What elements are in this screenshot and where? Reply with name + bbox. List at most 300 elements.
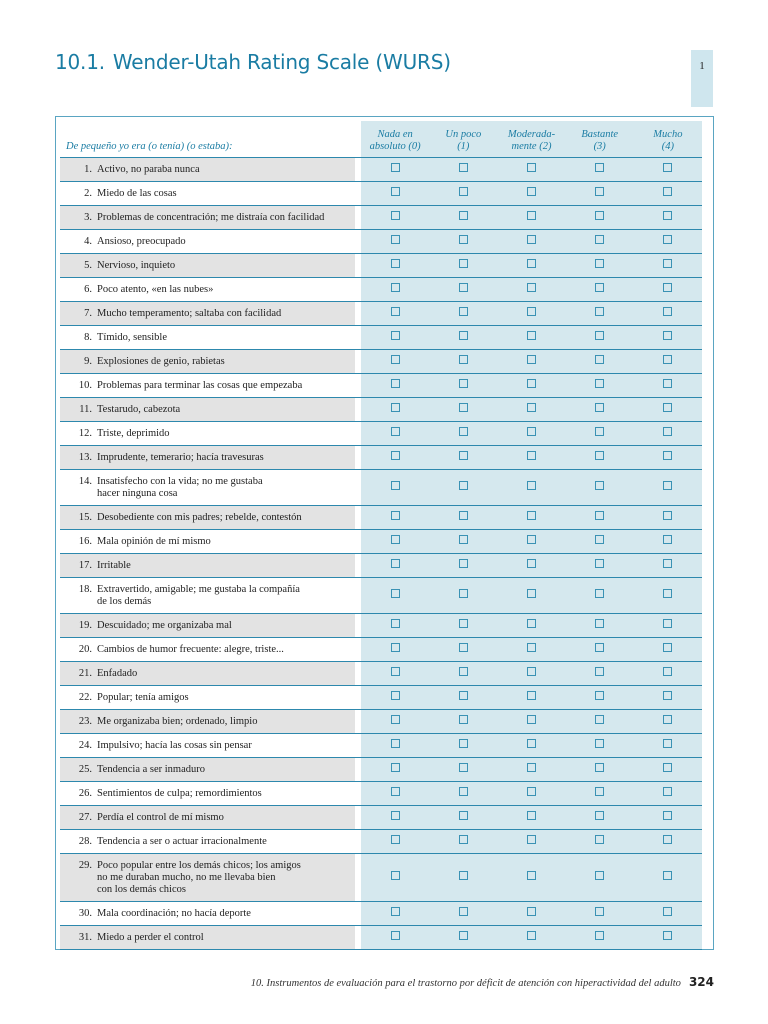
rating-checkbox[interactable] bbox=[391, 355, 400, 364]
rating-cell bbox=[566, 830, 634, 854]
rating-cell bbox=[634, 554, 702, 578]
table-row bbox=[60, 422, 702, 446]
rating-checkbox[interactable] bbox=[527, 871, 536, 880]
rating-checkbox[interactable] bbox=[663, 451, 672, 460]
item-text: Tendencia a ser inmaduro bbox=[97, 763, 206, 775]
rating-cell bbox=[566, 902, 634, 926]
rating-checkbox[interactable] bbox=[459, 835, 468, 844]
rating-checkbox[interactable] bbox=[391, 283, 400, 292]
rating-checkbox[interactable] bbox=[663, 307, 672, 316]
rating-checkbox[interactable] bbox=[527, 763, 536, 772]
rating-checkbox[interactable] bbox=[595, 403, 604, 412]
rating-cell bbox=[634, 782, 702, 806]
rating-checkbox[interactable] bbox=[459, 559, 468, 568]
rating-checkbox[interactable] bbox=[391, 379, 400, 388]
rating-checkbox[interactable] bbox=[391, 481, 400, 490]
rating-checkbox[interactable] bbox=[459, 403, 468, 412]
rating-checkbox[interactable] bbox=[527, 907, 536, 916]
rating-cell bbox=[566, 734, 634, 758]
item-number: 14. bbox=[78, 475, 92, 487]
item-number: 1. bbox=[84, 163, 92, 175]
rating-checkbox[interactable] bbox=[595, 307, 604, 316]
rating-checkbox[interactable] bbox=[663, 427, 672, 436]
rating-checkbox[interactable] bbox=[663, 559, 672, 568]
rating-checkbox[interactable] bbox=[663, 739, 672, 748]
rating-checkbox[interactable] bbox=[391, 511, 400, 520]
rating-cell bbox=[634, 350, 702, 374]
rating-cell bbox=[429, 902, 497, 926]
rating-checkbox[interactable] bbox=[663, 787, 672, 796]
rating-checkbox[interactable] bbox=[663, 355, 672, 364]
rating-checkbox[interactable] bbox=[459, 667, 468, 676]
rating-checkbox[interactable] bbox=[391, 211, 400, 220]
rating-checkbox[interactable] bbox=[527, 427, 536, 436]
table-row bbox=[60, 530, 702, 554]
rating-checkbox[interactable] bbox=[391, 931, 400, 940]
rating-cell bbox=[361, 470, 429, 506]
item-cell bbox=[60, 206, 355, 230]
rating-checkbox[interactable] bbox=[391, 235, 400, 244]
rating-checkbox[interactable] bbox=[459, 355, 468, 364]
rating-checkbox[interactable] bbox=[527, 511, 536, 520]
rating-checkbox[interactable] bbox=[459, 931, 468, 940]
table-row bbox=[60, 614, 702, 638]
table-row bbox=[60, 902, 702, 926]
rating-cell bbox=[497, 470, 565, 506]
rating-checkbox[interactable] bbox=[527, 787, 536, 796]
rating-checkbox[interactable] bbox=[527, 667, 536, 676]
rating-cell bbox=[634, 758, 702, 782]
rating-cell bbox=[497, 662, 565, 686]
item-text: Descuidado; me organizaba mal bbox=[97, 619, 232, 631]
item-number: 16. bbox=[78, 535, 92, 547]
rating-checkbox[interactable] bbox=[391, 835, 400, 844]
rating-cell bbox=[497, 686, 565, 710]
rating-checkbox[interactable] bbox=[527, 535, 536, 544]
rating-checkbox[interactable] bbox=[459, 535, 468, 544]
table-row bbox=[60, 710, 702, 734]
rating-checkbox[interactable] bbox=[391, 259, 400, 268]
item-text: Poco atento, «en las nubes» bbox=[97, 283, 214, 295]
rating-checkbox[interactable] bbox=[595, 691, 604, 700]
rating-checkbox[interactable] bbox=[595, 619, 604, 628]
rating-cell bbox=[361, 530, 429, 554]
item-number: 29. bbox=[78, 859, 92, 871]
item-cell bbox=[60, 230, 355, 254]
page-number: 324 bbox=[688, 975, 714, 989]
rating-checkbox[interactable] bbox=[663, 619, 672, 628]
rating-checkbox[interactable] bbox=[459, 379, 468, 388]
rating-checkbox[interactable] bbox=[459, 427, 468, 436]
rating-checkbox[interactable] bbox=[459, 451, 468, 460]
rating-cell bbox=[497, 182, 565, 206]
table-row bbox=[60, 758, 702, 782]
rating-cell bbox=[429, 302, 497, 326]
rating-checkbox[interactable] bbox=[595, 643, 604, 652]
rating-checkbox[interactable] bbox=[459, 511, 468, 520]
rating-cell bbox=[566, 254, 634, 278]
rating-checkbox[interactable] bbox=[527, 235, 536, 244]
rating-cell bbox=[497, 254, 565, 278]
rating-checkbox[interactable] bbox=[595, 379, 604, 388]
rating-checkbox[interactable] bbox=[663, 871, 672, 880]
rating-checkbox[interactable] bbox=[459, 739, 468, 748]
rating-cell bbox=[566, 446, 634, 470]
rating-cell bbox=[497, 506, 565, 530]
rating-checkbox[interactable] bbox=[527, 163, 536, 172]
rating-checkbox[interactable] bbox=[391, 187, 400, 196]
rating-cell bbox=[429, 206, 497, 230]
rating-checkbox[interactable] bbox=[527, 331, 536, 340]
rating-cell bbox=[497, 278, 565, 302]
table-row bbox=[60, 638, 702, 662]
item-cell bbox=[60, 302, 355, 326]
rating-cell bbox=[361, 182, 429, 206]
table-row bbox=[60, 470, 702, 506]
rating-cell bbox=[429, 614, 497, 638]
rating-checkbox[interactable] bbox=[595, 787, 604, 796]
rating-checkbox[interactable] bbox=[527, 691, 536, 700]
rating-checkbox[interactable] bbox=[595, 427, 604, 436]
item-text: Extravertido, amigable; me gustaba la compañía de los demás bbox=[97, 583, 300, 607]
rating-cell bbox=[497, 302, 565, 326]
rating-checkbox[interactable] bbox=[527, 211, 536, 220]
rating-cell bbox=[497, 830, 565, 854]
rating-cell bbox=[566, 506, 634, 530]
rating-cell bbox=[361, 578, 429, 614]
rating-cell bbox=[429, 554, 497, 578]
rating-checkbox[interactable] bbox=[663, 163, 672, 172]
rating-cell bbox=[497, 554, 565, 578]
rating-checkbox[interactable] bbox=[663, 211, 672, 220]
item-text: Problemas de concentración; me distraía con facilidad bbox=[97, 211, 325, 223]
rating-checkbox[interactable] bbox=[391, 589, 400, 598]
item-number: 8. bbox=[84, 331, 92, 343]
rating-checkbox[interactable] bbox=[527, 811, 536, 820]
rating-cell bbox=[429, 398, 497, 422]
item-cell bbox=[60, 662, 355, 686]
rating-cell bbox=[566, 578, 634, 614]
item-number: 7. bbox=[84, 307, 92, 319]
rating-checkbox[interactable] bbox=[595, 259, 604, 268]
rating-checkbox[interactable] bbox=[391, 619, 400, 628]
rating-cell bbox=[566, 782, 634, 806]
rating-checkbox[interactable] bbox=[663, 379, 672, 388]
rating-checkbox[interactable] bbox=[663, 481, 672, 490]
item-cell bbox=[60, 326, 355, 350]
rating-checkbox[interactable] bbox=[459, 283, 468, 292]
rating-checkbox[interactable] bbox=[391, 811, 400, 820]
rating-cell bbox=[497, 230, 565, 254]
rating-cell bbox=[429, 830, 497, 854]
rating-checkbox[interactable] bbox=[527, 589, 536, 598]
item-text: Triste, deprimido bbox=[97, 427, 170, 439]
rating-checkbox[interactable] bbox=[595, 535, 604, 544]
rating-cell bbox=[497, 374, 565, 398]
rating-checkbox[interactable] bbox=[391, 667, 400, 676]
rating-checkbox[interactable] bbox=[595, 355, 604, 364]
rating-checkbox[interactable] bbox=[663, 511, 672, 520]
rating-checkbox[interactable] bbox=[527, 715, 536, 724]
item-cell bbox=[60, 854, 355, 902]
table-row bbox=[60, 734, 702, 758]
rating-cell bbox=[497, 326, 565, 350]
rating-checkbox[interactable] bbox=[527, 643, 536, 652]
rating-cell bbox=[497, 422, 565, 446]
rating-cell bbox=[566, 758, 634, 782]
item-number: 13. bbox=[78, 451, 92, 463]
item-number: 12. bbox=[78, 427, 92, 439]
column-header: Un poco (1) bbox=[429, 121, 497, 158]
item-number: 31. bbox=[78, 931, 92, 943]
rating-cell bbox=[497, 854, 565, 902]
rating-checkbox[interactable] bbox=[663, 835, 672, 844]
rating-checkbox[interactable] bbox=[527, 559, 536, 568]
rating-checkbox[interactable] bbox=[595, 931, 604, 940]
table-row bbox=[60, 554, 702, 578]
rating-cell bbox=[497, 578, 565, 614]
rating-checkbox[interactable] bbox=[663, 283, 672, 292]
rating-checkbox[interactable] bbox=[595, 187, 604, 196]
rating-checkbox[interactable] bbox=[527, 739, 536, 748]
rating-checkbox[interactable] bbox=[527, 835, 536, 844]
rating-checkbox[interactable] bbox=[459, 331, 468, 340]
rating-cell bbox=[429, 782, 497, 806]
rating-checkbox[interactable] bbox=[391, 787, 400, 796]
rating-cell bbox=[361, 662, 429, 686]
rating-cell bbox=[634, 854, 702, 902]
rating-cell bbox=[566, 662, 634, 686]
rating-checkbox[interactable] bbox=[663, 535, 672, 544]
rating-cell bbox=[566, 686, 634, 710]
rating-checkbox[interactable] bbox=[527, 481, 536, 490]
table-header-row bbox=[60, 121, 702, 158]
section-title: Wender-Utah Rating Scale (WURS) bbox=[112, 50, 451, 74]
item-text: Desobediente con mis padres; rebelde, contestón bbox=[97, 511, 302, 523]
rating-checkbox[interactable] bbox=[459, 307, 468, 316]
rating-cell bbox=[429, 158, 497, 182]
rating-cell bbox=[566, 614, 634, 638]
rating-checkbox[interactable] bbox=[459, 619, 468, 628]
rating-checkbox[interactable] bbox=[391, 907, 400, 916]
rating-checkbox[interactable] bbox=[663, 715, 672, 724]
rating-checkbox[interactable] bbox=[527, 355, 536, 364]
rating-checkbox[interactable] bbox=[391, 739, 400, 748]
item-text: Mala coordinación; no hacía deporte bbox=[97, 907, 251, 919]
rating-cell bbox=[634, 710, 702, 734]
rating-checkbox[interactable] bbox=[595, 511, 604, 520]
rating-checkbox[interactable] bbox=[459, 643, 468, 652]
column-header: Mucho (4) bbox=[634, 121, 702, 158]
rating-checkbox[interactable] bbox=[459, 907, 468, 916]
rating-checkbox[interactable] bbox=[459, 715, 468, 724]
rating-cell bbox=[634, 158, 702, 182]
rating-checkbox[interactable] bbox=[595, 451, 604, 460]
rating-checkbox[interactable] bbox=[663, 235, 672, 244]
rating-checkbox[interactable] bbox=[459, 763, 468, 772]
rating-checkbox[interactable] bbox=[459, 163, 468, 172]
rating-checkbox[interactable] bbox=[391, 691, 400, 700]
rating-cell bbox=[497, 758, 565, 782]
rating-checkbox[interactable] bbox=[663, 811, 672, 820]
rating-cell bbox=[634, 530, 702, 554]
rating-cell bbox=[361, 830, 429, 854]
item-text: Miedo de las cosas bbox=[97, 187, 177, 199]
table-row bbox=[60, 302, 702, 326]
item-text: Irritable bbox=[97, 559, 131, 571]
item-text: Perdía el control de mí mismo bbox=[97, 811, 224, 823]
rating-cell bbox=[634, 686, 702, 710]
row-label-header: De pequeño yo era (o tenía) (o estaba): bbox=[60, 121, 355, 158]
item-text: Activo, no paraba nunca bbox=[97, 163, 200, 175]
rating-checkbox[interactable] bbox=[527, 931, 536, 940]
rating-checkbox[interactable] bbox=[459, 691, 468, 700]
rating-checkbox[interactable] bbox=[459, 481, 468, 490]
rating-checkbox[interactable] bbox=[663, 763, 672, 772]
rating-checkbox[interactable] bbox=[595, 211, 604, 220]
item-cell bbox=[60, 530, 355, 554]
rating-cell bbox=[566, 530, 634, 554]
item-cell bbox=[60, 182, 355, 206]
rating-checkbox[interactable] bbox=[391, 535, 400, 544]
item-cell bbox=[60, 398, 355, 422]
rating-checkbox[interactable] bbox=[595, 835, 604, 844]
item-number: 3. bbox=[84, 211, 92, 223]
rating-cell bbox=[429, 230, 497, 254]
rating-cell bbox=[429, 470, 497, 506]
column-header: Bastante (3) bbox=[566, 121, 634, 158]
table-row bbox=[60, 686, 702, 710]
rating-checkbox[interactable] bbox=[595, 589, 604, 598]
rating-checkbox[interactable] bbox=[595, 283, 604, 292]
rating-checkbox[interactable] bbox=[391, 163, 400, 172]
rating-checkbox[interactable] bbox=[663, 643, 672, 652]
item-number: 30. bbox=[78, 907, 92, 919]
rating-cell bbox=[429, 638, 497, 662]
rating-checkbox[interactable] bbox=[391, 763, 400, 772]
rating-checkbox[interactable] bbox=[595, 739, 604, 748]
rating-checkbox[interactable] bbox=[595, 667, 604, 676]
rating-checkbox[interactable] bbox=[459, 787, 468, 796]
item-cell bbox=[60, 158, 355, 182]
rating-checkbox[interactable] bbox=[391, 307, 400, 316]
rating-checkbox[interactable] bbox=[459, 589, 468, 598]
rating-cell bbox=[566, 374, 634, 398]
item-text: Tendencia a ser o actuar irracionalmente bbox=[97, 835, 267, 847]
rating-checkbox[interactable] bbox=[527, 619, 536, 628]
rating-checkbox[interactable] bbox=[663, 403, 672, 412]
footer-chapter: 10. Instrumentos de evaluación para el trastorno por déficit de atención con hiperactividad del adulto bbox=[250, 978, 681, 989]
rating-checkbox[interactable] bbox=[663, 931, 672, 940]
rating-checkbox[interactable] bbox=[527, 451, 536, 460]
rating-cell bbox=[497, 350, 565, 374]
rating-checkbox[interactable] bbox=[663, 691, 672, 700]
item-cell bbox=[60, 926, 355, 950]
rating-cell bbox=[566, 554, 634, 578]
rating-cell bbox=[429, 278, 497, 302]
rating-checkbox[interactable] bbox=[527, 379, 536, 388]
rating-checkbox[interactable] bbox=[663, 907, 672, 916]
rating-checkbox[interactable] bbox=[391, 715, 400, 724]
rating-checkbox[interactable] bbox=[391, 451, 400, 460]
item-number: 20. bbox=[78, 643, 92, 655]
rating-checkbox[interactable] bbox=[663, 259, 672, 268]
rating-checkbox[interactable] bbox=[595, 871, 604, 880]
item-cell bbox=[60, 446, 355, 470]
rating-checkbox[interactable] bbox=[595, 763, 604, 772]
rating-cell bbox=[634, 326, 702, 350]
rating-checkbox[interactable] bbox=[391, 559, 400, 568]
rating-checkbox[interactable] bbox=[459, 235, 468, 244]
rating-cell bbox=[634, 182, 702, 206]
rating-checkbox[interactable] bbox=[595, 715, 604, 724]
rating-cell bbox=[634, 374, 702, 398]
rating-checkbox[interactable] bbox=[459, 811, 468, 820]
item-cell bbox=[60, 254, 355, 278]
rating-cell bbox=[634, 302, 702, 326]
rating-cell bbox=[634, 422, 702, 446]
rating-checkbox[interactable] bbox=[459, 259, 468, 268]
table-row bbox=[60, 182, 702, 206]
rating-checkbox[interactable] bbox=[663, 331, 672, 340]
rating-checkbox[interactable] bbox=[527, 307, 536, 316]
rating-checkbox[interactable] bbox=[391, 403, 400, 412]
rating-checkbox[interactable] bbox=[527, 259, 536, 268]
item-cell bbox=[60, 830, 355, 854]
rating-cell bbox=[361, 158, 429, 182]
rating-checkbox[interactable] bbox=[595, 163, 604, 172]
rating-checkbox[interactable] bbox=[595, 559, 604, 568]
item-cell bbox=[60, 686, 355, 710]
rating-checkbox[interactable] bbox=[391, 427, 400, 436]
rating-cell bbox=[429, 662, 497, 686]
rating-checkbox[interactable] bbox=[527, 187, 536, 196]
rating-checkbox[interactable] bbox=[391, 331, 400, 340]
item-text: Miedo a perder el control bbox=[97, 931, 204, 943]
rating-cell bbox=[634, 806, 702, 830]
rating-cell bbox=[429, 758, 497, 782]
rating-cell bbox=[497, 902, 565, 926]
item-number: 18. bbox=[78, 583, 92, 595]
rating-checkbox[interactable] bbox=[595, 235, 604, 244]
rating-checkbox[interactable] bbox=[663, 187, 672, 196]
rating-checkbox[interactable] bbox=[595, 481, 604, 490]
item-text: Insatisfecho con la vida; no me gustaba hacer ninguna cosa bbox=[97, 475, 263, 499]
rating-cell bbox=[361, 326, 429, 350]
rating-cell bbox=[566, 278, 634, 302]
rating-checkbox[interactable] bbox=[459, 187, 468, 196]
rating-cell bbox=[634, 254, 702, 278]
rating-checkbox[interactable] bbox=[459, 871, 468, 880]
rating-checkbox[interactable] bbox=[663, 667, 672, 676]
rating-checkbox[interactable] bbox=[595, 811, 604, 820]
rating-checkbox[interactable] bbox=[391, 871, 400, 880]
rating-checkbox[interactable] bbox=[459, 211, 468, 220]
item-text: Mala opinión de mí mismo bbox=[97, 535, 211, 547]
table-row bbox=[60, 578, 702, 614]
rating-cell bbox=[634, 614, 702, 638]
rating-checkbox[interactable] bbox=[391, 643, 400, 652]
rating-checkbox[interactable] bbox=[595, 907, 604, 916]
rating-checkbox[interactable] bbox=[595, 331, 604, 340]
rating-checkbox[interactable] bbox=[527, 403, 536, 412]
rating-cell bbox=[429, 182, 497, 206]
rating-checkbox[interactable] bbox=[663, 589, 672, 598]
rating-checkbox[interactable] bbox=[527, 283, 536, 292]
rating-cell bbox=[634, 902, 702, 926]
rating-cell bbox=[429, 326, 497, 350]
table-row bbox=[60, 926, 702, 950]
